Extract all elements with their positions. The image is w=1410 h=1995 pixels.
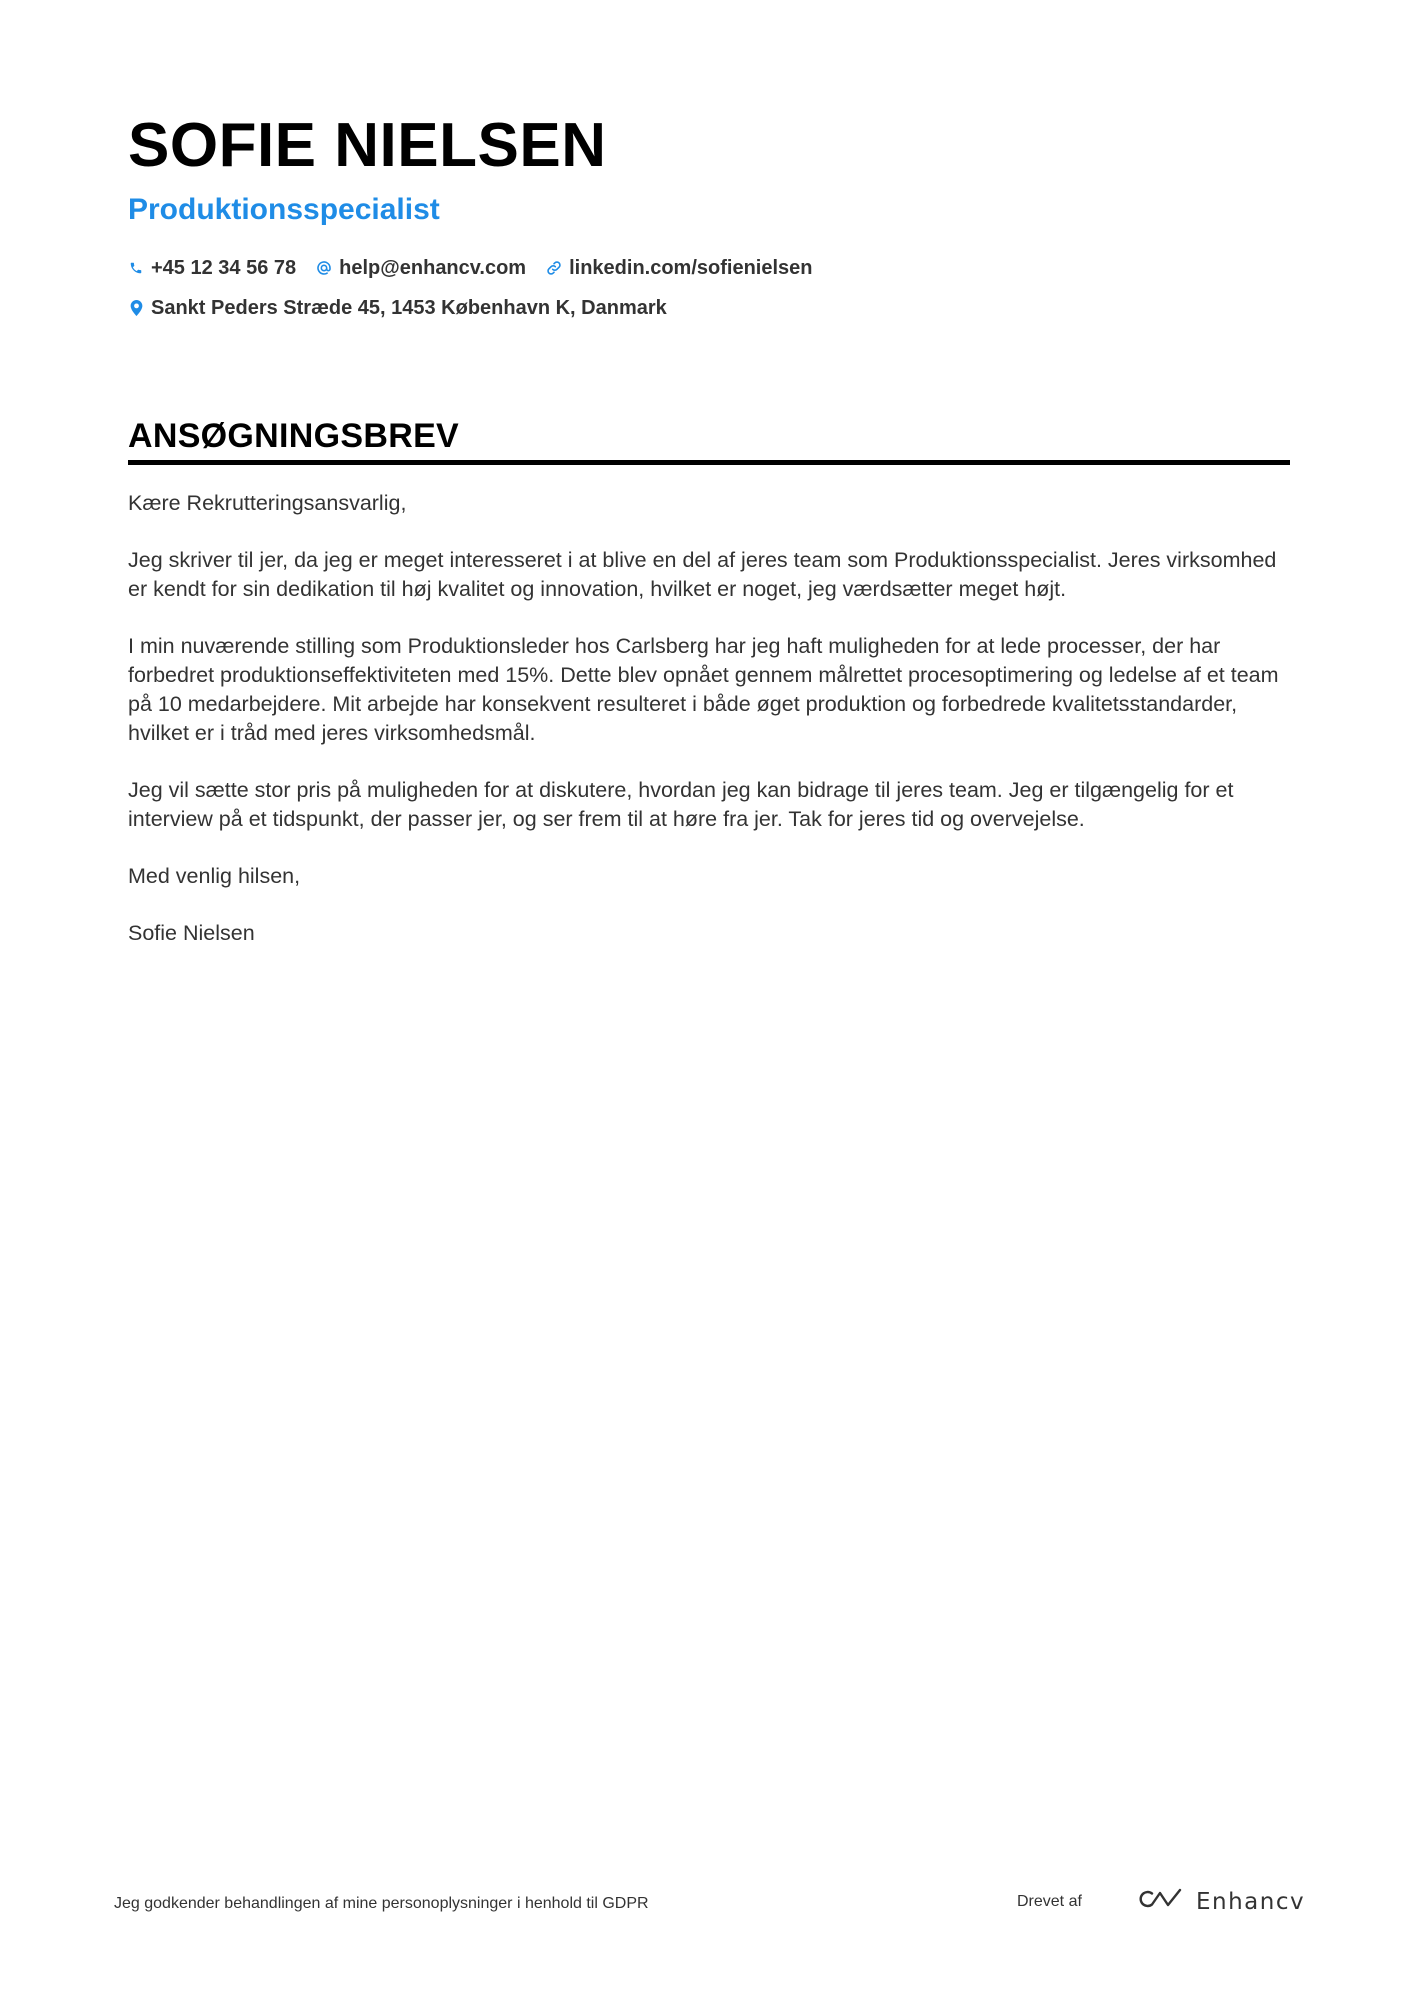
contact-address	[128, 297, 667, 320]
address-text: Sankt Peders Stræde 45, 1453 København K, Danmark	[151, 296, 667, 319]
phone-icon	[128, 259, 144, 277]
powered-by-label: Drevet af	[1017, 1893, 1082, 1910]
gdpr-consent-text: Jeg godkender behandlingen af mine personoplysninger i henhold til GDPR	[114, 1895, 649, 1912]
letter-signature: Sofie Nielsen	[128, 921, 255, 945]
email-text[interactable]: help@enhancv.com	[339, 256, 527, 279]
contact-info	[128, 248, 1290, 328]
contact-row-address	[128, 288, 1290, 328]
letter-paragraph: Jeg skriver til jer, da jeg er meget interesseret i at blive en del af jeres team som Produktionsspecialist. Jeres virksomhed er kendt for sin dedikation til høj kvalitet og innovation, hvilket er noget, jeg værdsætter meget højt.	[128, 548, 1277, 601]
letter-paragraph: I min nuværende stilling som Produktionsleder hos Carlsberg har jeg haft muligheden for at lede processer, der har forbedret produktionseffektiviteten med 15%. Dette blev opnået gennem målrettet procesoptimering og ledelse af et team på 10 medarbejdere. Mit arbejde har konsekvent resulteret i både øget produktion og forbedrede kvalitetsstandarder, hvilket er i tråd med jeres virksomhedsmål.	[128, 634, 1279, 745]
location-pin-icon	[128, 299, 144, 317]
contact-row-primary	[128, 248, 1290, 288]
letter-paragraph: Jeg vil sætte stor pris på muligheden for at diskutere, hvordan jeg kan bidrage til jeres team. Jeg er tilgængelig for et interview på et tidspunkt, der passer jer, og ser frem til at høre fra jer. Tak for jeres tid og overvejelse.	[128, 778, 1234, 831]
job-title: Produktionsspecialist	[128, 193, 440, 226]
linkedin-text[interactable]: linkedin.com/sofienielsen	[569, 256, 813, 279]
at-icon	[316, 259, 332, 277]
letter-greeting: Kære Rekrutteringsansvarlig,	[128, 491, 407, 515]
contact-email[interactable]	[316, 257, 526, 280]
applicant-name: SOFIE NIELSEN	[128, 111, 607, 180]
enhancv-logo-icon	[1138, 1886, 1186, 1917]
letter-closing: Med venlig hilsen,	[128, 864, 301, 888]
brand-name: Enhancv	[1196, 1888, 1306, 1915]
cover-letter-page	[128, 108, 1290, 976]
contact-phone	[128, 257, 296, 280]
footer	[114, 1888, 1306, 1920]
phone-text: +45 12 34 56 78	[151, 256, 297, 279]
letter-body	[128, 489, 1290, 948]
link-icon	[546, 259, 562, 277]
contact-linkedin[interactable]	[546, 257, 812, 280]
enhancv-brand[interactable]	[1138, 1886, 1305, 1917]
section-title: ANSØGNINGSBREV	[128, 416, 1290, 465]
